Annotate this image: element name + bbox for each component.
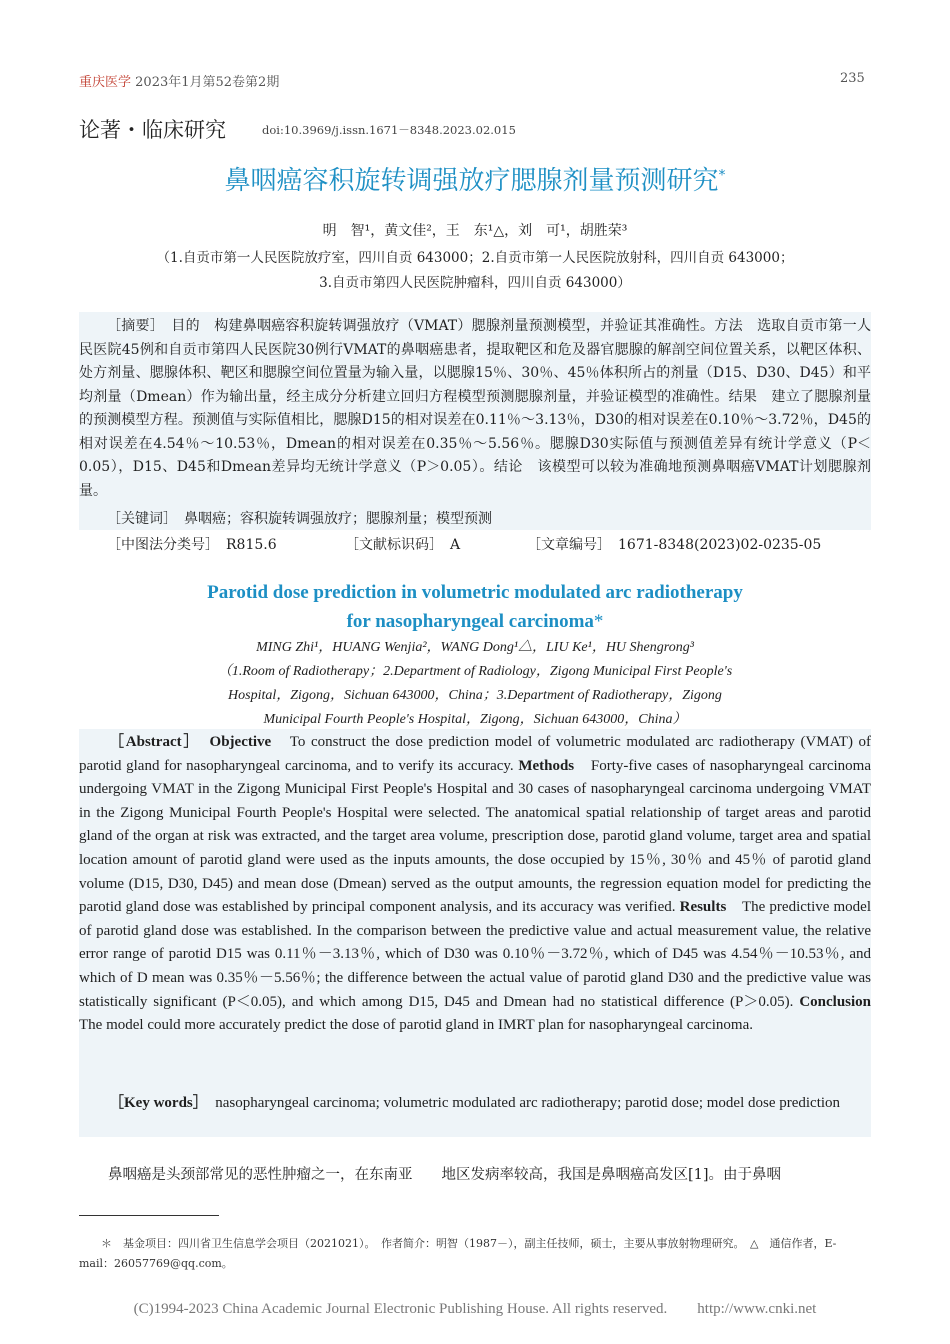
conclusion-en-label: Conclusion — [799, 993, 872, 1010]
document-code — [345, 533, 460, 557]
title-cn-text: 鼻咽癌容积旋转调强放疗腮腺剂量预测研究 — [224, 166, 719, 196]
issue-info: 2023年1月第52卷第2期 — [135, 75, 280, 90]
conclusion-label: 结论 — [493, 459, 523, 475]
title-en-note-mark: * — [593, 611, 604, 632]
keywords-cn — [79, 507, 871, 531]
article-label: ［文章编号］ — [527, 537, 604, 553]
objective-en-label: Objective — [209, 734, 272, 750]
methods-en-label: Methods — [518, 757, 575, 774]
objective-text: 构建鼻咽癌容积旋转调强放疗（VMAT）腮腺剂量预测模型，并验证其准确性。 — [214, 318, 715, 334]
doc-label: ［文献标识码］ — [345, 537, 436, 553]
title-note-mark: * — [718, 167, 726, 184]
title-cn — [0, 160, 950, 197]
section-label: 论著・临床研究 — [79, 118, 226, 142]
affiliation-en-line: （1.Room of Radiotherapy；2.Department of Radiology，Zigong Municipal First People's — [217, 664, 733, 679]
results-label: 结果 — [728, 388, 758, 405]
clc-label: ［中图法分类号］ — [107, 537, 212, 553]
affiliation-en-line: Municipal Fourth People's Hospital，Zigong，Sichuan 643000，China） — [263, 712, 687, 727]
authors-en: MING Zhi¹，HUANG Wenjia²，WANG Dong¹△，LIU Ke¹，HU Shengrong³ — [256, 640, 694, 655]
keywords-cn-label: ［关键词］ — [107, 511, 170, 527]
conclusion-en-text: The model could more accurately predict the dose of parotid gland in IMRT plan for nasopharyngeal carcinoma. — [79, 1017, 754, 1034]
objective-label: 目的 — [171, 318, 200, 334]
authors-cn: 明 智¹，黄文佳²，王 东¹△，刘 可¹，胡胜荣³ — [322, 223, 628, 239]
abstract-cn-label: ［摘要］ — [107, 318, 158, 334]
methods-en-text: Forty-five cases of nasopharyngeal carcinoma undergoing VMAT in the Zigong Municipal First People's Hospital and 30 cases of nasopharyngeal carcinoma undergoing VMAT in the Zigong Municipal Fourth People's Hospital were selected. The anatomical spatial relationship of target areas and parotid gland of the organ at risk was extracted, and the target area volume, prescription dose, parotid gland volume, target area and spatial location amount of parotid gland were used as the inputs amounts, the dose occupied by 15％, 30％ and 45％ of parotid gland volume (D15, D30, D45) and mean dose (Dmean) served as the output amounts, the regression equation model for predicting the parotid gland dose was established by principal component analysis, and its accuracy was verified. — [79, 757, 871, 916]
affiliation-en-line: Hospital，Zigong，Sichuan 643000，China；3.Department of Radiotherapy，Zigong — [228, 688, 722, 703]
copyright-notice: (C)1994-2023 China Academic Journal Electronic Publishing House. All rights reserved. http://www.cnki.net — [133, 1301, 817, 1317]
abstract-en — [79, 731, 871, 1038]
article-value: 1671-8348(2023)02-0235-05 — [618, 537, 822, 553]
methods-text: 选取自贡市第一人民医院45例和自贡市第四人民医院30例行VMAT的鼻咽癌患者，提取靶区和危及器官腮腺的解剖空间位置关系，以靶区体积、处方剂量、腮腺体积、靶区和腮腺空间位置量为输入量，以腮腺15％、30％、45％体积所占的剂量（D15、D30、D45）和平均剂量（Dmean）作为输出量，经主成分分析建立回归方程模型预测腮腺剂量，并验证模型的准确性。 — [79, 318, 872, 405]
affiliation-cn-line: （1.自贡市第一人民医院放疗室，四川自贡 643000；2.自贡市第一人民医院放射科，四川自贡 643000； — [156, 250, 794, 266]
keywords-cn-text: 鼻咽癌；容积旋转调强放疗；腮腺剂量；模型预测 — [184, 511, 492, 527]
keywords-en-text: nasopharyngeal carcinoma; volumetric modulated arc radiotherapy; parotid dose; model dose prediction — [215, 1095, 841, 1111]
keywords-en — [79, 1092, 871, 1116]
abstract-cn — [79, 315, 871, 503]
body-paragraph: 鼻咽癌是头颈部常见的恶性肿瘤之一，在东南亚 地区发病率较高，我国是鼻咽癌高发区[1]。由于鼻咽 — [108, 1167, 782, 1183]
footnote-divider — [79, 1215, 219, 1216]
doc-value: A — [450, 537, 461, 553]
methods-label: 方法 — [714, 318, 743, 334]
objective-en-text: To construct the dose prediction model of volumetric modulated arc radiotherapy (VMAT) of parotid gland for nasopharyngeal carcinoma, and to verify its accuracy. — [79, 734, 871, 774]
affiliation-cn-line: 3.自贡市第四人民医院肿瘤科，四川自贡 643000） — [319, 275, 631, 291]
results-en-text: The predictive model of parotid gland dose was established. In the comparison between the predictive value and actual measurement value, the relative error range of parotid D15 was 0.11％－3.13％, which of D30 was 0.10％－3.72％, which of D45 was 4.54％－10.53％, and which of D mean was 0.35％－5.56％; the difference between the actual value of parotid gland D30 and the predictive value was statistically significant (P＜0.05), and which among D15, D45 and Dmean had no statistical difference (P＞0.05). — [79, 899, 871, 1010]
abstract-en-label: ［Abstract］ — [109, 734, 193, 750]
title-en-line-2-text: for nasopharyngeal carcinoma — [346, 611, 594, 632]
conclusion-text: 该模型可以较为准确地预测鼻咽癌VMAT计划腮腺剂量。 — [79, 459, 872, 499]
footnote: ＊ 基金项目：四川省卫生信息学会项目（2021021）。 作者简介：明智（1987－），副主任技师，硕士，主要从事放射物理研究。 △ 通信作者，E-mail：26057769@qq.com。 — [79, 1237, 837, 1270]
doi: doi:10.3969/j.issn.1671－8348.2023.02.015 — [262, 123, 516, 137]
running-header — [79, 71, 279, 90]
title-en — [0, 578, 950, 636]
title-en-line: Parotid dose prediction in volumetric modulated arc radiotherapy — [207, 582, 743, 603]
results-en-label: Results — [679, 899, 727, 916]
clc-value: R815.6 — [226, 537, 277, 553]
journal-name: 重庆医学 — [79, 75, 132, 90]
results-text: 建立了腮腺剂量的预测模型方程。预测值与实际值相比，腮腺D15的相对误差在0.11％～3.13％，D30的相对误差在0.10％～3.72％，D45的相对误差在4.54％～10.53％，Dmean的相对误差在0.35％～5.56％。腮腺D30实际值与预测值差异有统计学意义（P＜0.05），D15、D45和Dmean差异均无统计学意义（P＞0.05）。 — [79, 388, 872, 475]
page-number: 235 — [840, 71, 865, 86]
keywords-en-label: ［Key words］ — [109, 1095, 201, 1111]
title-en-line-2 — [0, 607, 950, 636]
clc-number — [107, 533, 277, 557]
article-number — [527, 533, 821, 557]
